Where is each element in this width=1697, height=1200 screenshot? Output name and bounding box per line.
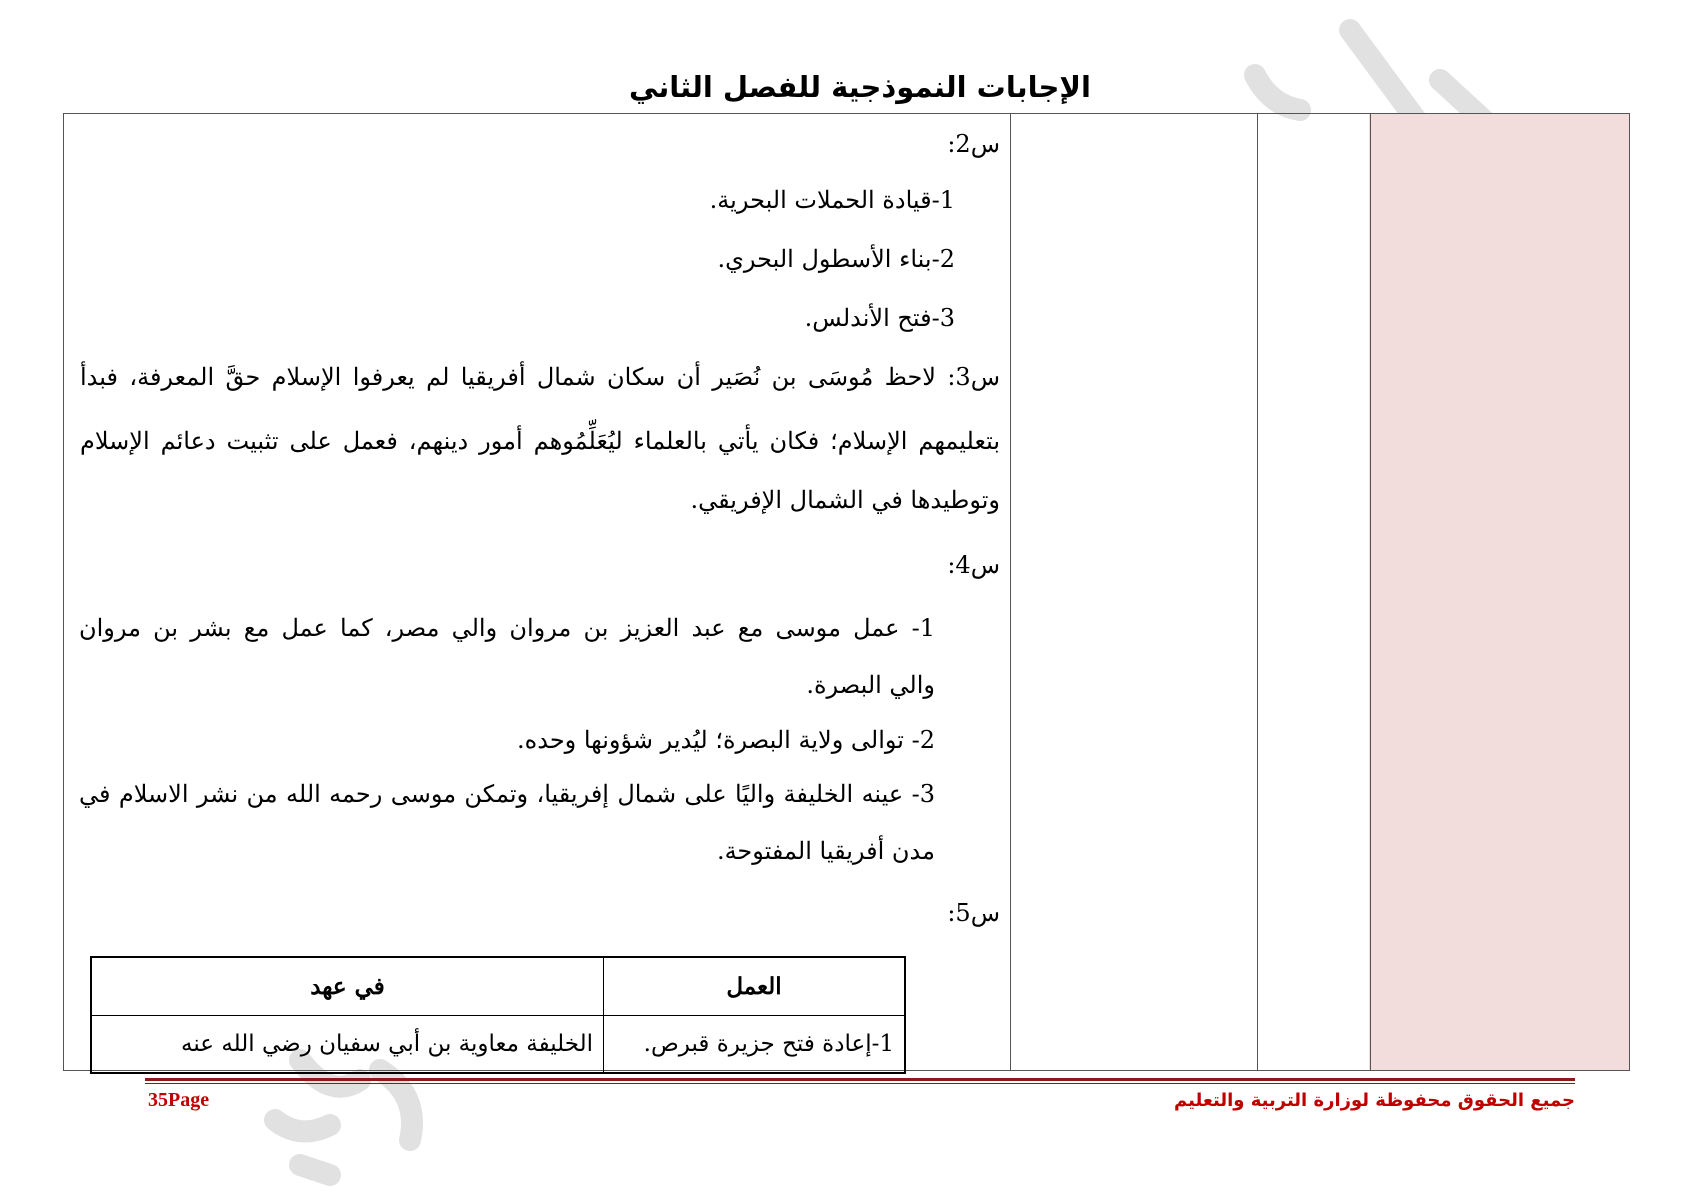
answers-cell: [64, 114, 1010, 1070]
table-cell-era: الخليفة معاوية بن أبي سفيان رضي الله عنه: [91, 1015, 604, 1073]
q5-table: [90, 956, 906, 1074]
q4-item-1-line-2: والي البصرة.: [806, 671, 935, 699]
table-header-row: [91, 957, 905, 1015]
answers-table: [63, 113, 1630, 1071]
shaded-column: [1369, 114, 1629, 1070]
q4-item-1-line-1: 1- عمل موسى مع عبد العزيز بن مروان والي مصر، كما عمل مع بشر بن مروان: [79, 614, 935, 642]
q4-item-3-line-1: 3- عينه الخليفة واليًا على شمال إفريقيا، وتمكن موسى رحمه الله من نشر الاسلام في: [79, 780, 935, 808]
column-divider: [1370, 114, 1371, 1070]
q3-line-1: س3: لاحظ مُوسَى بن نُصَير أن سكان شمال أفريقيا لم يعرفوا الإسلام حقَّ المعرفة، فبدأ: [80, 363, 1000, 391]
q3-line-2: بتعليمهم الإسلام؛ فكان يأتي بالعلماء ليُعَلِّمُوهم أمور دينهم، فعمل على تثبيت دعائم الإسلام: [80, 427, 1000, 455]
footer-divider: [145, 1078, 1575, 1084]
table-header-era: في عهد: [91, 957, 604, 1015]
column-divider: [1257, 114, 1258, 1070]
q4-item-2: 2- توالى ولاية البصرة؛ ليُدير شؤونها وحده.: [517, 726, 935, 754]
footer-copyright: جميع الحقوق محفوظة لوزارة التربية والتعليم: [1174, 1090, 1575, 1111]
table-header-action: العمل: [604, 957, 906, 1015]
page-title: الإجابات النموذجية للفصل الثاني: [629, 70, 1091, 104]
table-cell-action: 1-إعادة فتح جزيرة قبرص.: [604, 1015, 906, 1073]
q2-item-1: 1-قيادة الحملات البحرية.: [709, 186, 955, 214]
q3-line-3: وتوطيدها في الشمال الإفريقي.: [690, 486, 1000, 514]
q2-item-2: 2-بناء الأسطول البحري.: [717, 245, 955, 273]
q2-label: س2:: [947, 130, 1000, 158]
q4-label: س4:: [947, 551, 1000, 579]
footer-page-number: 35Page: [148, 1089, 210, 1111]
column-divider: [1010, 114, 1011, 1070]
q5-label: س5:: [947, 899, 1000, 927]
table-row: [91, 1015, 905, 1073]
q2-item-3: 3-فتح الأندلس.: [804, 304, 955, 332]
q4-item-3-line-2: مدن أفريقيا المفتوحة.: [716, 837, 935, 865]
